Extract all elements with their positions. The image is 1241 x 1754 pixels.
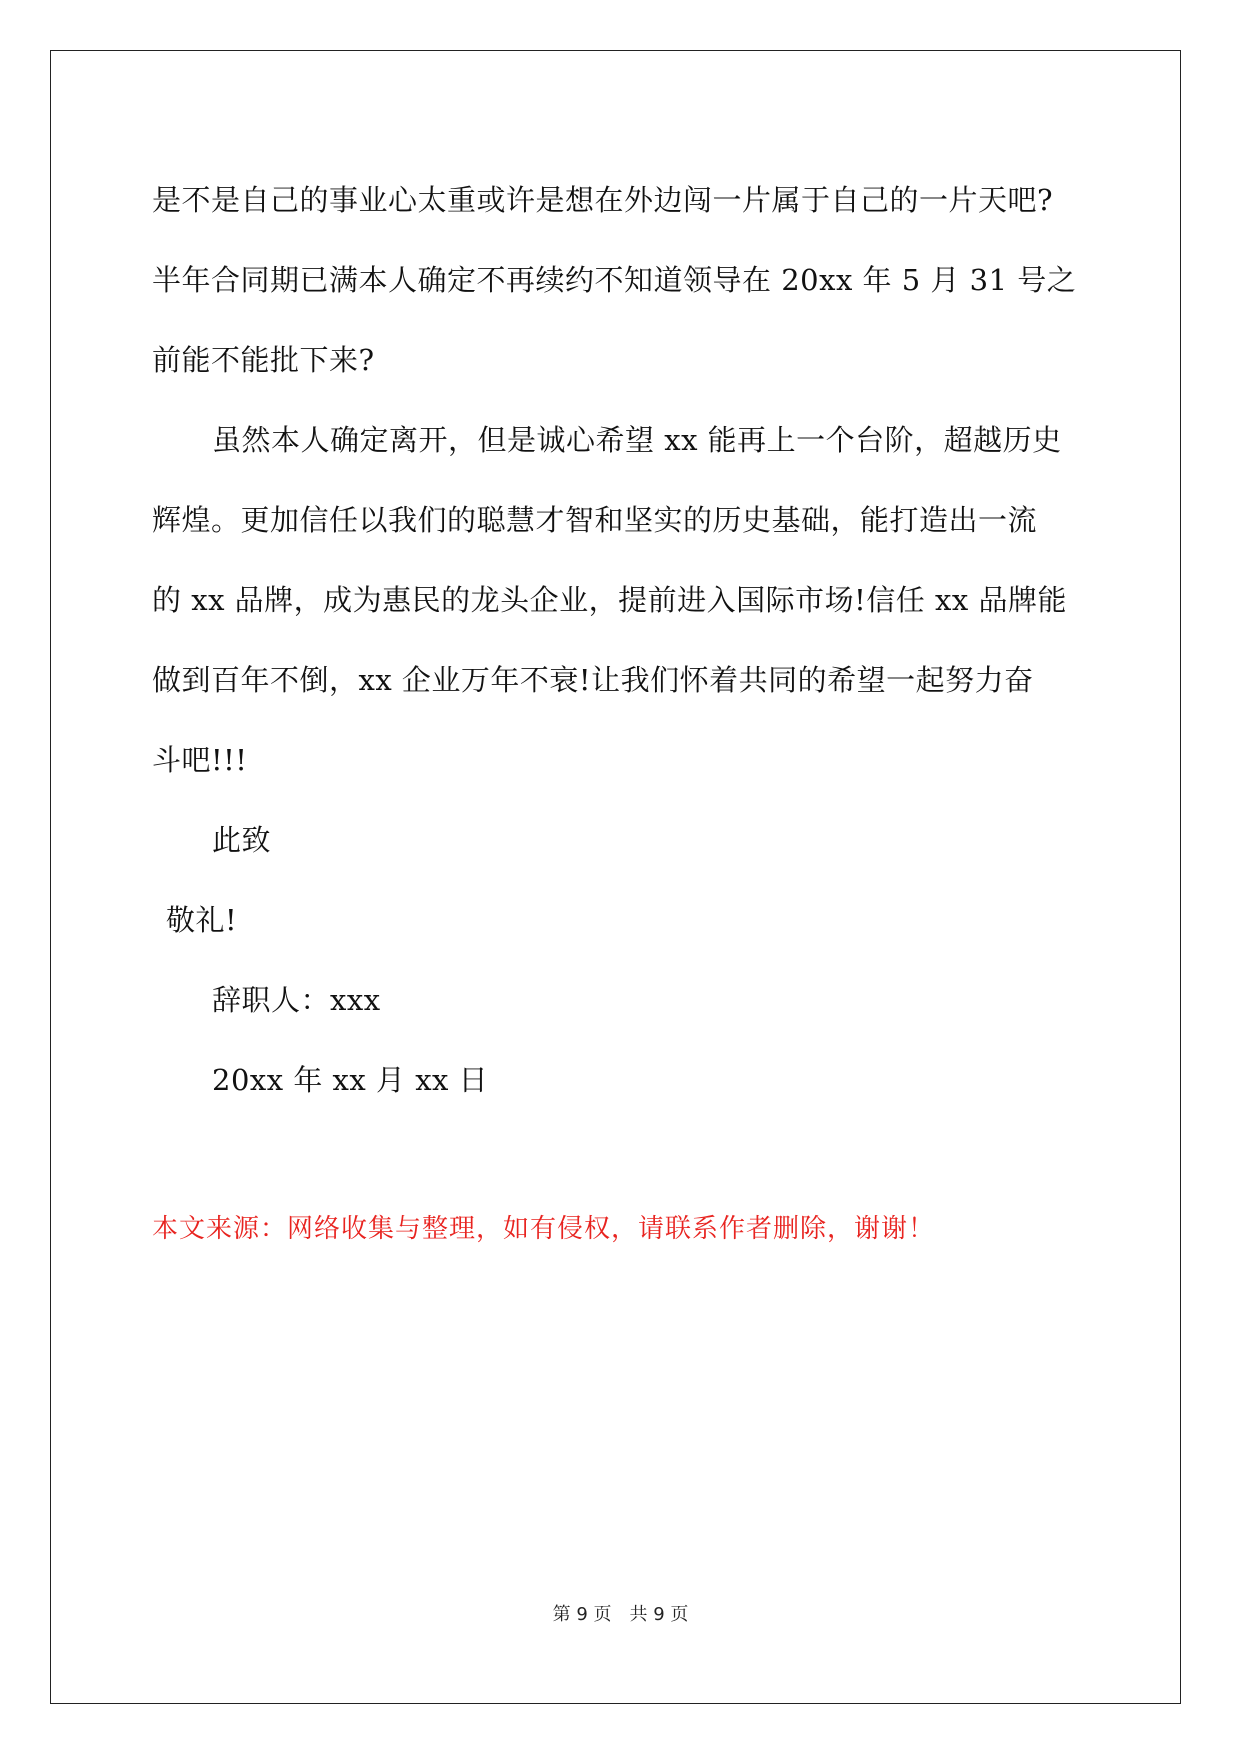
paragraph-line: 斗吧!!! [152, 743, 248, 777]
closing-salutation: 此致 [212, 823, 272, 857]
closing-regards: 敬礼! [166, 903, 238, 937]
paragraph-line: 的 xx 品牌，成为惠民的龙头企业，提前进入国际市场!信任 xx 品牌能 [152, 583, 1067, 617]
date-line: 20xx 年 xx 月 xx 日 [212, 1063, 489, 1097]
signature-line: 辞职人：xxx [212, 983, 381, 1017]
paragraph-line: 是不是自己的事业心太重或许是想在外边闯一片属于自己的一片天吧? [152, 183, 1054, 217]
document-body [152, 160, 1092, 1120]
page-number: 第 9 页 共 9 页 [552, 1604, 689, 1625]
paragraph-line: 前能不能批下来? [152, 343, 375, 377]
paragraph-line: 虽然本人确定离开，但是诚心希望 xx 能再上一个台阶，超越历史 [212, 423, 1062, 457]
source-note: 本文来源：网络收集与整理，如有侵权，请联系作者删除，谢谢！ [152, 1214, 936, 1244]
paragraph-line: 半年合同期已满本人确定不再续约不知道领导在 20xx 年 5 月 31 号之 [152, 263, 1077, 297]
paragraph-line: 辉煌。更加信任以我们的聪慧才智和坚实的历史基础，能打造出一流 [152, 503, 1038, 537]
paragraph-line: 做到百年不倒，xx 企业万年不衰!让我们怀着共同的希望一起努力奋 [152, 663, 1034, 697]
